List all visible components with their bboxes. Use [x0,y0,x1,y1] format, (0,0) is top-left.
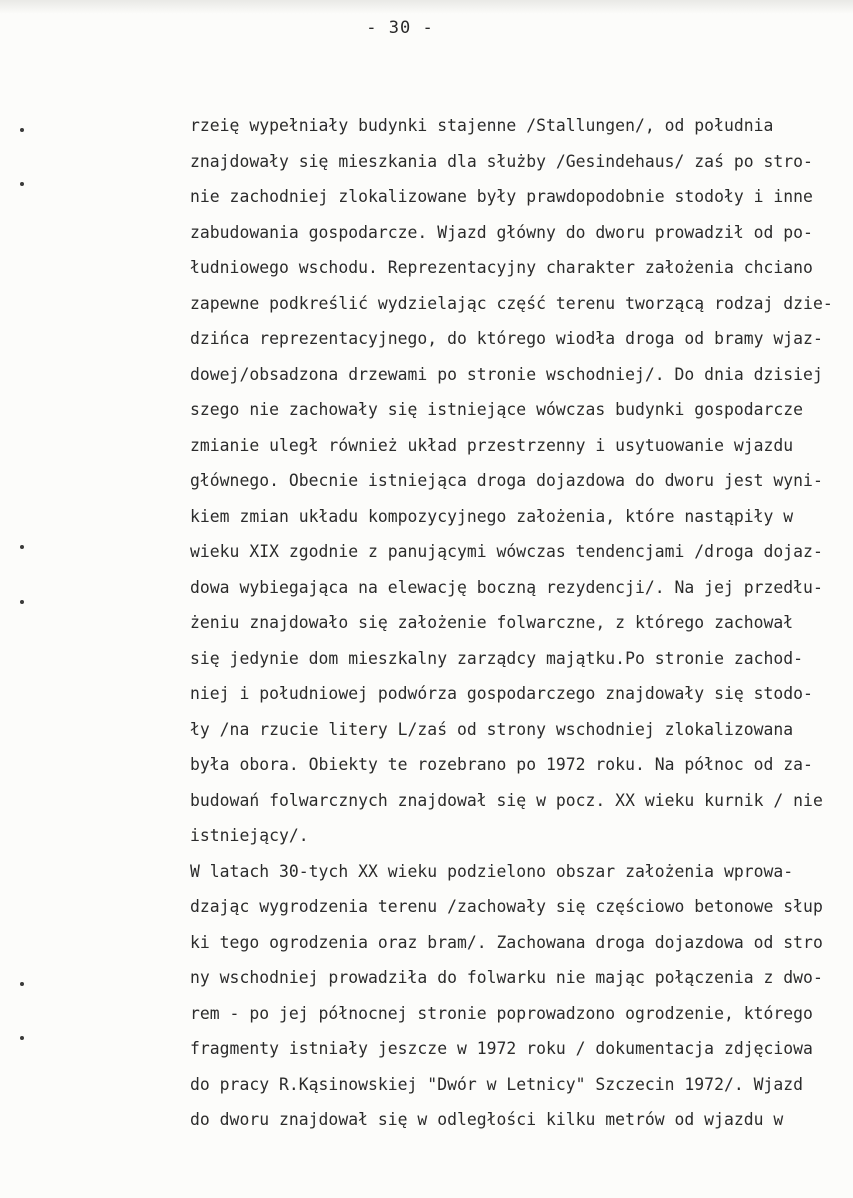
text-line: dzając wygrodzenia terenu /zachowały się częściowo betonowe słup [190,897,823,916]
text-line: fragmenty istniały jeszcze w 1972 roku / dokumentacja zdjęciowa [190,1039,813,1058]
text-line: budowań folwarcznych znajdował się w pocz. XX wieku kurnik / nie [190,790,823,810]
text-line: dowa wybiegająca na elewację boczną rezydencji/. Na jej przedłu- [190,577,823,597]
margin-mark [20,182,24,186]
text-line: żeniu znajdowało się założenie folwarczne, z którego zachował [190,613,794,632]
text-line: ki tego ogrodzenia oraz bram/. Zachowana droga dojazdowa od stro [190,932,823,952]
text-line: nie zachodniej zlokalizowane były prawdopodobnie stodoły i inne [190,187,813,206]
text-line: znajdowały się mieszkania dla służby /Gesindehaus/ zaś po stro- [190,151,813,171]
text-line: ny wschodniej prowadziła do folwarku nie mając połączenia z dwo- [190,968,823,987]
text-line: istniejący/. [190,826,309,845]
text-line: W latach 30-tych XX wieku podzielono obszar założenia wprowa- [190,861,794,881]
text-line: zapewne podkreślić wydzielając część terenu tworzącą rodzaj dzie- [190,293,833,313]
text-line: dowej/obsadzona drzewami po stronie wschodniej/. Do dnia dzisiej [190,364,823,384]
text-line: do pracy R.Kąsinowskiej "Dwór w Letnicy" Szczecin 1972/. Wjazd [190,1074,804,1094]
text-line: wieku XIX zgodnie z panującymi wówczas tendencjami /droga dojaz- [190,542,823,561]
text-line: ły /na rzucie litery L/zaś od strony wschodniej zlokalizowana [190,719,794,739]
text-line: łudniowego wschodu. Reprezentacyjny charakter założenia chciano [190,258,813,277]
text-line: szego nie zachowały się istniejące wówczas budynki gospodarcze [190,400,804,419]
text-line: dzińca reprezentacyjnego, do którego wiodła droga od bramy wjaz- [190,329,823,348]
page-number: - 30 - [366,18,434,38]
margin-mark [20,1036,24,1040]
text-line: się jedynie dom mieszkalny zarządcy majątku.Po stronie zachod- [190,648,804,668]
text-line: kiem zmian układu kompozycyjnego założenia, które nastąpiły w [190,506,794,526]
scan-top-edge [0,0,853,14]
body-text [190,108,853,1138]
text-line: niej i południowej podwórza gospodarczego znajdowały się stodo- [190,684,813,703]
text-line: zmianie uległ również układ przestrzenny i usytuowanie wjazdu [190,435,794,455]
text-line: do dworu znajdował się w odległości kilku metrów od wjazdu w [190,1110,784,1129]
margin-mark [20,982,24,986]
margin-mark [20,600,24,604]
text-line: rzeię wypełniały budynki stajenne /Stallungen/, od południa [190,116,774,135]
text-line: głównego. Obecnie istniejąca droga dojazdowa do dworu jest wyni- [190,471,823,490]
text-line: była obora. Obiekty te rozebrano po 1972 roku. Na północ od za- [190,755,813,774]
margin-mark [20,128,24,132]
text-line: zabudowania gospodarcze. Wjazd główny do dworu prowadził od po- [190,222,813,242]
margin-mark [20,545,24,549]
text-line: rem - po jej północnej stronie poprowadzono ogrodzenie, którego [190,1003,813,1023]
